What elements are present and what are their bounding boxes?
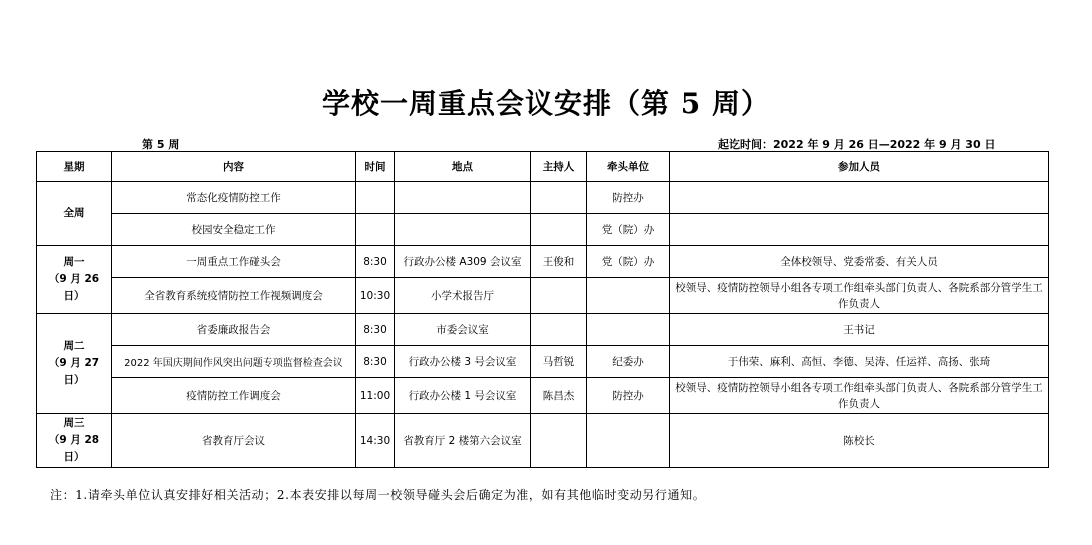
place-cell	[395, 214, 531, 246]
header-weekday: 星期	[37, 152, 112, 182]
date-range: 起讫时间：2022 年 9 月 26 日—2022 年 9 月 30 日	[718, 138, 996, 151]
place-cell: 行政办公楼 1 号会议室	[395, 378, 531, 414]
day-date: （9 月 26	[48, 273, 100, 285]
header-content: 内容	[112, 152, 356, 182]
attendees-cell: 于伟荣、麻利、高恒、李德、吴涛、任运祥、高扬、张琦	[670, 346, 1049, 378]
content-cell: 校园安全稳定工作	[112, 214, 356, 246]
time-cell	[356, 214, 395, 246]
lead-unit-cell	[587, 414, 670, 468]
attendees-cell: 王书记	[670, 314, 1049, 346]
day-name: 周三	[63, 417, 85, 429]
table-row	[37, 182, 1049, 214]
place-cell: 小学术报告厅	[395, 278, 531, 314]
header-attendees: 参加人员	[670, 152, 1049, 182]
host-cell	[531, 414, 587, 468]
week-label: 第 5 周	[142, 138, 180, 151]
lead-unit-cell	[587, 278, 670, 314]
footnote: 注：1.请牵头单位认真安排好相关活动；2.本表安排以每周一校领导碰头会后确定为准，如有其他临时变动另行通知。	[50, 488, 706, 502]
attendees-cell: 陈校长	[670, 414, 1049, 468]
schedule-table	[36, 151, 1049, 468]
lead-unit-cell	[587, 314, 670, 346]
day-cell-monday	[37, 246, 112, 314]
day-date-end: 日）	[63, 374, 85, 386]
attendees-cell	[670, 182, 1049, 214]
place-cell: 行政办公楼 A309 会议室	[395, 246, 531, 278]
attendees-cell: 校领导、疫情防控领导小组各专项工作组牵头部门负责人、各院系部分管学生工作负责人	[670, 278, 1049, 314]
time-cell: 8:30	[356, 246, 395, 278]
day-date-end: 日）	[63, 290, 85, 302]
day-cell-wednesday	[37, 414, 112, 468]
time-cell: 14:30	[356, 414, 395, 468]
table-row	[37, 414, 1049, 468]
table-row	[37, 346, 1049, 378]
table-row	[37, 378, 1049, 414]
day-cell-all-week: 全周	[37, 182, 112, 246]
content-cell: 疫情防控工作调度会	[112, 378, 356, 414]
table-row	[37, 314, 1049, 346]
place-cell	[395, 182, 531, 214]
host-cell: 王俊和	[531, 246, 587, 278]
day-name: 周二	[63, 340, 85, 352]
content-cell: 常态化疫情防控工作	[112, 182, 356, 214]
time-cell: 8:30	[356, 314, 395, 346]
content-cell: 省委廉政报告会	[112, 314, 356, 346]
host-cell: 陈昌杰	[531, 378, 587, 414]
attendees-cell	[670, 214, 1049, 246]
lead-unit-cell: 防控办	[587, 378, 670, 414]
time-cell: 10:30	[356, 278, 395, 314]
header-host: 主持人	[531, 152, 587, 182]
content-cell: 一周重点工作碰头会	[112, 246, 356, 278]
place-cell: 行政办公楼 3 号会议室	[395, 346, 531, 378]
header-lead-unit: 牵头单位	[587, 152, 670, 182]
host-cell	[531, 314, 587, 346]
table-header-row	[37, 152, 1049, 182]
day-name: 周一	[63, 256, 85, 268]
host-cell	[531, 214, 587, 246]
lead-unit-cell: 防控办	[587, 182, 670, 214]
day-cell-tuesday	[37, 314, 112, 414]
content-cell: 省教育厅会议	[112, 414, 356, 468]
place-cell: 市委会议室	[395, 314, 531, 346]
table-row	[37, 246, 1049, 278]
table-row	[37, 278, 1049, 314]
table-row	[37, 214, 1049, 246]
time-cell	[356, 182, 395, 214]
time-cell: 8:30	[356, 346, 395, 378]
content-cell: 全省教育系统疫情防控工作视频调度会	[112, 278, 356, 314]
attendees-cell: 校领导、疫情防控领导小组各专项工作组牵头部门负责人、各院系部分管学生工作负责人	[670, 378, 1049, 414]
lead-unit-cell: 纪委办	[587, 346, 670, 378]
header-time: 时间	[356, 152, 395, 182]
lead-unit-cell: 党（院）办	[587, 246, 670, 278]
host-cell: 马哲锐	[531, 346, 587, 378]
day-date: （9 月 27	[48, 357, 100, 369]
host-cell	[531, 278, 587, 314]
lead-unit-cell: 党（院）办	[587, 214, 670, 246]
day-date: （9 月 28	[48, 434, 100, 446]
attendees-cell: 全体校领导、党委常委、有关人员	[670, 246, 1049, 278]
content-cell: 2022 年国庆期间作风突出问题专项监督检查会议	[112, 346, 356, 378]
place-cell: 省教育厅 2 楼第六会议室	[395, 414, 531, 468]
host-cell	[531, 182, 587, 214]
header-place: 地点	[395, 152, 531, 182]
page-title: 学校一周重点会议安排（第 5 周）	[322, 87, 770, 120]
time-cell: 11:00	[356, 378, 395, 414]
day-date-end: 日）	[63, 451, 85, 463]
